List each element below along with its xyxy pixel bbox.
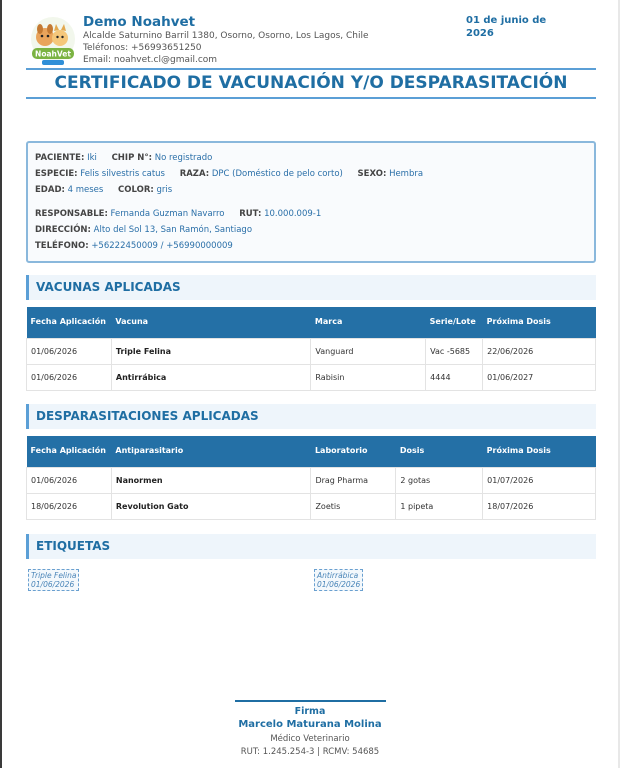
logo-text: NoahVet xyxy=(35,49,71,59)
table-cell: Vanguard xyxy=(311,338,426,364)
desp-col-dosis: Dosis xyxy=(399,446,425,456)
page-left-border xyxy=(0,0,2,768)
table-cell: 4444 xyxy=(426,364,483,390)
table-cell: Rabisin xyxy=(311,364,426,390)
especie-value: Felis silvestris catus xyxy=(80,169,165,179)
sexo-label: SEXO: xyxy=(357,169,387,179)
tag-date: 01/06/2026 xyxy=(317,580,361,589)
desp-col-laboratorio: Laboratorio xyxy=(314,446,368,456)
patient-owner-separator xyxy=(35,198,587,206)
desparasitaciones-section-header xyxy=(26,404,596,429)
vacunas-col-serie: Serie/Lote xyxy=(429,317,476,327)
clinic-name: Demo Noahvet xyxy=(83,14,196,30)
edad-value: 4 meses xyxy=(67,185,104,195)
table-cell: 01/07/2026 xyxy=(483,467,596,493)
edad-label: EDAD: xyxy=(35,185,65,195)
telefono-value: +56222450009 / +56990000009 xyxy=(91,241,233,251)
table-row xyxy=(27,338,596,364)
paciente-label: PACIENTE: xyxy=(35,153,85,163)
certificate-header xyxy=(28,12,598,68)
patient-info-box xyxy=(26,141,596,263)
desparasitaciones-header-row xyxy=(27,436,596,467)
vacunas-table xyxy=(26,307,596,391)
table-cell: 01/06/2027 xyxy=(483,364,596,390)
paciente-value: Iki xyxy=(87,153,97,163)
veterinarian-name: Marcelo Maturana Molina xyxy=(238,719,382,730)
direccion-label: DIRECCIÓN: xyxy=(35,225,91,235)
direccion-value: Alto del Sol 13, San Ramón, Santiago xyxy=(93,225,253,235)
vaccine-label-tag xyxy=(28,569,79,591)
table-cell: 01/06/2026 xyxy=(27,467,112,493)
table-cell: Revolution Gato xyxy=(111,493,311,519)
responsable-label: RESPONSABLE: xyxy=(35,209,108,219)
vacunas-col-marca: Marca xyxy=(314,317,343,327)
rut-value: 10.000.009-1 xyxy=(264,209,322,219)
desp-col-proxima: Próxima Dosis xyxy=(486,446,551,456)
patient-row-2 xyxy=(35,166,587,182)
especie-label: ESPECIE: xyxy=(35,169,78,179)
table-cell: 1 pipeta xyxy=(396,493,483,519)
vacunas-col-proxima: Próxima Dosis xyxy=(486,317,551,327)
clinic-address: Alcalde Saturnino Barril 1380, Osorno, Osorno, Los Lagos, Chile xyxy=(83,31,369,41)
desp-col-fecha: Fecha Aplicación xyxy=(30,446,106,456)
signature-label: Firma xyxy=(294,706,326,717)
sexo-value: Hembra xyxy=(389,169,424,179)
table-cell: 22/06/2026 xyxy=(483,338,596,364)
chip-value: No registrado xyxy=(154,153,213,163)
raza-label: RAZA: xyxy=(179,169,210,179)
etiquetas-section-header xyxy=(26,534,596,559)
vacunas-section-title: VACUNAS APLICADAS xyxy=(36,280,181,294)
clinic-phone: Teléfonos: +56993651250 xyxy=(83,43,202,53)
clinic-logo xyxy=(28,15,78,67)
table-cell: Nanormen xyxy=(111,467,311,493)
table-row xyxy=(27,364,596,390)
rut-label: RUT: xyxy=(239,209,262,219)
signature-line xyxy=(235,700,386,702)
desparasitaciones-table xyxy=(26,436,596,520)
table-cell: Zoetis xyxy=(311,493,396,519)
table-cell: 18/07/2026 xyxy=(483,493,596,519)
veterinarian-role: Médico Veterinario xyxy=(270,734,350,744)
table-row xyxy=(27,467,596,493)
raza-value: DPC (Doméstico de pelo corto) xyxy=(211,169,343,179)
responsable-value: Fernanda Guzman Navarro xyxy=(110,209,225,219)
telefono-label: TELÉFONO: xyxy=(35,241,89,251)
certificate-title: CERTIFICADO DE VACUNACIÓN Y/O DESPARASITACIÓN xyxy=(54,73,568,93)
vacunas-section-header xyxy=(26,275,596,300)
title-band xyxy=(26,68,596,99)
table-cell: 18/06/2026 xyxy=(27,493,112,519)
owner-row-1 xyxy=(35,206,587,222)
tag-name: Antirrábica xyxy=(317,571,359,580)
vacunas-col-fecha: Fecha Aplicación xyxy=(30,317,106,327)
patient-row-3 xyxy=(35,182,587,198)
table-cell: Antirrábica xyxy=(111,364,311,390)
tag-date: 01/06/2026 xyxy=(31,580,75,589)
owner-row-2 xyxy=(35,222,587,238)
chip-label: CHIP N°: xyxy=(111,153,153,163)
vacunas-header-row xyxy=(27,307,596,338)
table-cell: Triple Felina xyxy=(111,338,311,364)
certificate-date: 01 de junio de 2026 xyxy=(466,15,547,39)
clinic-email: Email: noahvet.cl@gmail.com xyxy=(83,55,218,65)
desp-col-antiparasitario: Antiparasitario xyxy=(115,446,184,456)
desparasitaciones-section-title: DESPARASITACIONES APLICADAS xyxy=(36,409,259,423)
vaccine-label-tag xyxy=(314,569,363,591)
table-row xyxy=(27,493,596,519)
color-value: gris xyxy=(156,185,173,195)
table-cell: Vac -5685 xyxy=(426,338,483,364)
table-cell: 2 gotas xyxy=(396,467,483,493)
table-cell: Drag Pharma xyxy=(311,467,396,493)
etiquetas-section-title: ETIQUETAS xyxy=(36,539,111,553)
vacunas-col-vacuna: Vacuna xyxy=(115,317,149,327)
patient-row-1 xyxy=(35,150,587,166)
table-cell: 01/06/2026 xyxy=(27,364,112,390)
tag-name: Triple Felina xyxy=(31,571,77,580)
table-cell: 01/06/2026 xyxy=(27,338,112,364)
veterinarian-rut: RUT: 1.245.254-3 | RCMV: 54685 xyxy=(240,747,380,757)
color-label: COLOR: xyxy=(118,185,154,195)
owner-row-3 xyxy=(35,238,587,254)
